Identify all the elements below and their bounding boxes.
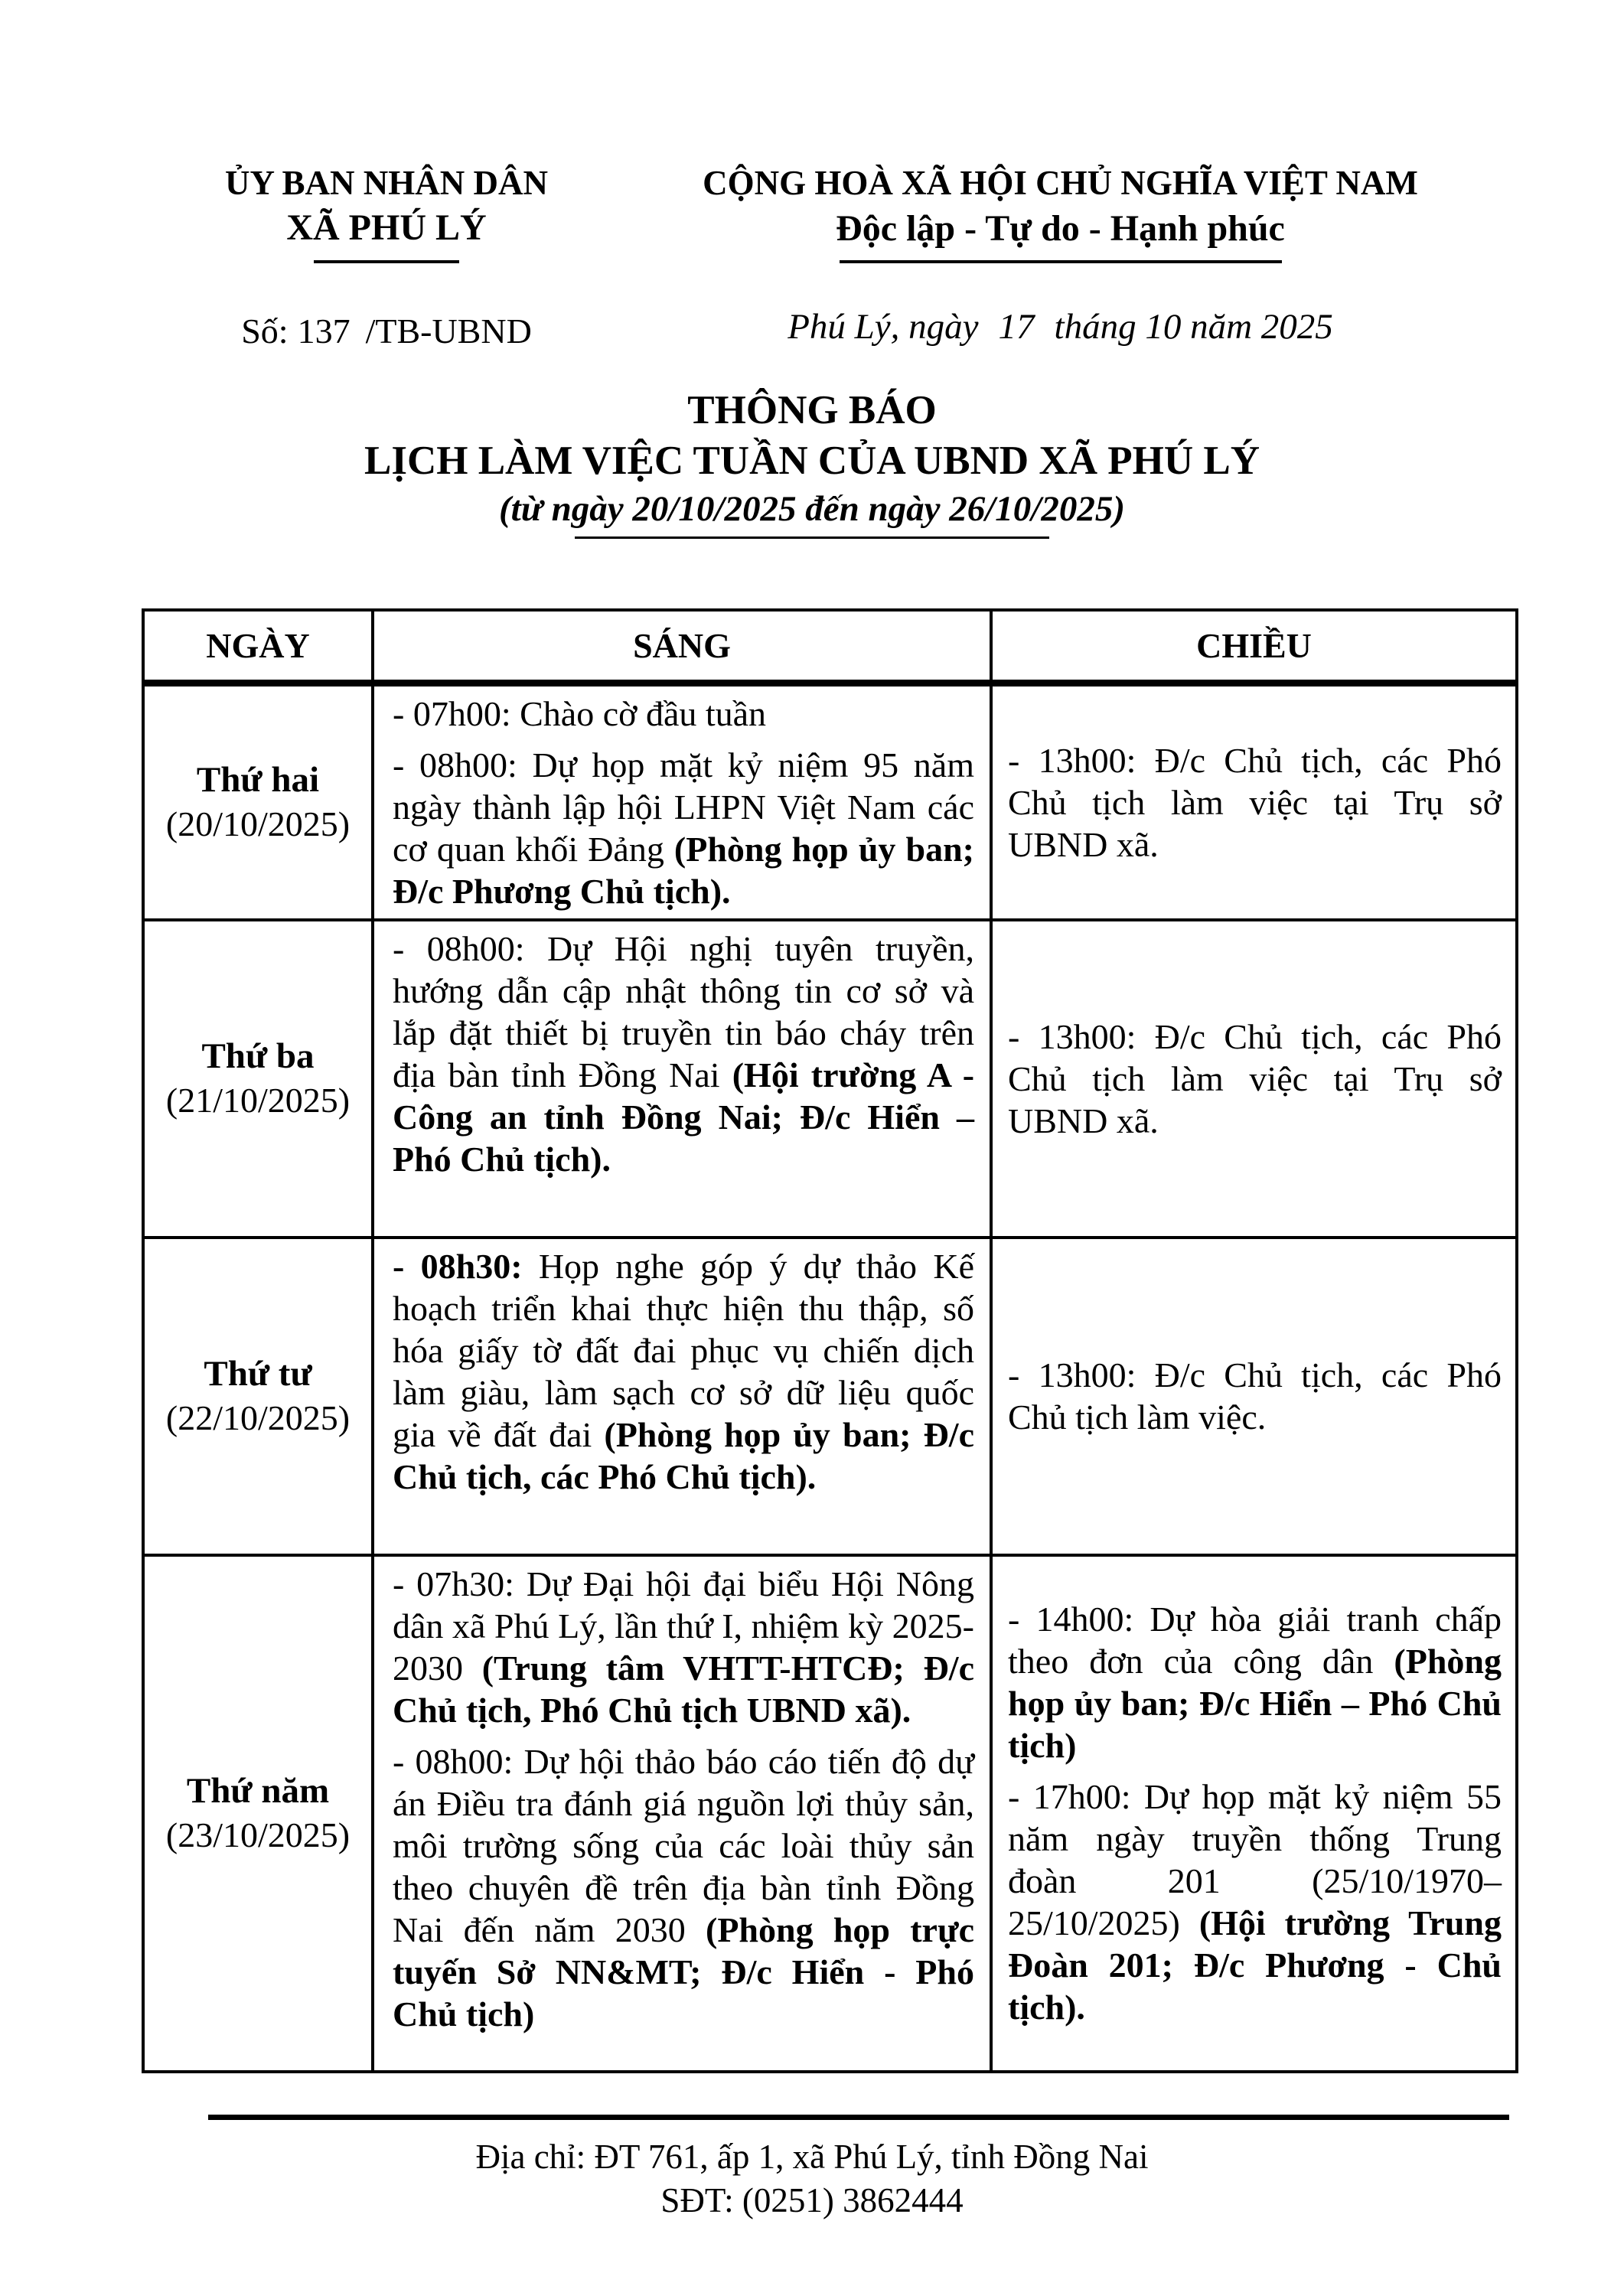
day-name: Thứ tư — [204, 1354, 312, 1394]
day-date: (21/10/2025) — [165, 1081, 351, 1120]
table-row — [143, 920, 1517, 1238]
schedule-item — [393, 693, 974, 735]
column-header-morning: SÁNG — [373, 610, 991, 683]
day-cell — [143, 920, 373, 1238]
org-parent-name: ỦY BAN NHÂN DÂN — [224, 164, 549, 202]
schedule-item — [1008, 1598, 1502, 1766]
document-number — [122, 311, 651, 351]
column-header-day: NGÀY — [143, 610, 373, 683]
day-date: (22/10/2025) — [165, 1398, 351, 1437]
afternoon-cell — [991, 920, 1517, 1238]
motto-underline — [840, 260, 1282, 263]
schedule-item — [393, 744, 974, 912]
schedule-item-text: - 13h00: Đ/c Chủ tịch, các Phó Chủ tịch làm việc. — [1008, 1355, 1502, 1437]
schedule-item — [1008, 739, 1502, 866]
table-row — [143, 683, 1517, 920]
schedule-item-text: - 08h00: Dự hội thảo báo cáo tiến độ dự án Điều tra đánh giá nguồn lợi thủy sản, môi trường sống của các loài thủy sản theo chuyên đề trên địa bàn tỉnh Đồng Nai đến năm 2030 — [393, 1741, 974, 1949]
schedule-item — [1008, 1354, 1502, 1438]
afternoon-cell — [991, 1238, 1517, 1555]
column-header-afternoon: CHIỀU — [991, 610, 1517, 683]
document-number-label: Số: — [241, 311, 289, 351]
schedule-item-text: Họp nghe góp ý dự thảo Kế hoạch triển khai thực hiện thu thập, số hóa giấy tờ đất đai phục vụ chiến dịch làm giàu, làm sạch cơ sở dữ liệu quốc gia về đất đai — [393, 1246, 974, 1454]
morning-cell — [373, 683, 991, 920]
table-header-row — [143, 610, 1517, 683]
day-date: (23/10/2025) — [165, 1815, 351, 1854]
day-cell — [143, 1238, 373, 1555]
schedule-item-bold-text: (Hội trường A - Công an tỉnh Đồng Nai; Đ/c Hiển – Phó Chủ tịch). — [393, 1055, 975, 1179]
document-type-title: THÔNG BÁO — [687, 388, 937, 432]
schedule-item — [393, 928, 974, 1180]
day-cell — [143, 1555, 373, 2072]
day-date: (20/10/2025) — [165, 804, 351, 843]
schedule-item-text: - 07h30: Dự Đại hội đại biểu Hội Nông dân xã Phú Lý, lần thứ I, nhiệm kỳ 2025-2030 — [393, 1564, 974, 1688]
national-motto-block — [657, 161, 1464, 347]
date-range-subtitle: (từ ngày 20/10/2025 đến ngày 26/10/2025) — [498, 489, 1125, 529]
footer-divider — [208, 2115, 1509, 2120]
schedule-item-text: - 08h00: Dự họp mặt kỷ niệm 95 năm ngày thành lập hội LHPN Việt Nam các cơ quan khối Đảng — [393, 745, 974, 869]
schedule-table-body — [143, 683, 1517, 2072]
national-motto: Độc lập - Tự do - Hạnh phúc — [836, 208, 1285, 249]
schedule-item-bold-text: (Trung tâm VHTT-HTCĐ; Đ/c Chủ tịch, Phó Chủ tịch UBND xã). — [393, 1648, 974, 1730]
afternoon-cell — [991, 683, 1517, 920]
schedule-item — [1008, 1776, 1502, 2028]
day-cell — [143, 683, 373, 920]
document-number-value: 137 — [297, 311, 351, 351]
morning-cell — [373, 1238, 991, 1555]
weekly-schedule-table — [142, 608, 1518, 2073]
schedule-item-text: - 13h00: Đ/c Chủ tịch, các Phó Chủ tịch làm việc tại Trụ sở UBND xã. — [1008, 1016, 1502, 1140]
table-row — [143, 1555, 1517, 2072]
schedule-item-bold-text: - 08h30: — [393, 1246, 539, 1286]
org-name-underline — [314, 260, 459, 263]
country-name: CỘNG HOÀ XÃ HỘI CHỦ NGHĨA VIỆT NAM — [703, 164, 1418, 202]
schedule-item-bold-text: (Phòng họp ủy ban; Đ/c Phương Chủ tịch). — [393, 829, 974, 911]
schedule-item — [393, 1563, 974, 1731]
schedule-item-text: - 13h00: Đ/c Chủ tịch, các Phó Chủ tịch làm việc tại Trụ sở UBND xã. — [1008, 740, 1502, 864]
morning-cell — [373, 1555, 991, 2072]
day-name: Thứ năm — [186, 1771, 330, 1811]
place-and-date — [657, 306, 1464, 347]
schedule-item-bold-text: (Phòng họp trực tuyến Sở NN&MT; Đ/c Hiển - Phó Chủ tịch) — [393, 1910, 974, 2033]
schedule-item-bold-text: (Phòng họp ủy ban; Đ/c Chủ tịch, các Phó Chủ tịch). — [393, 1414, 974, 1496]
footer-phone: SĐT: (0251) 3862444 — [660, 2181, 964, 2219]
title-underline — [575, 536, 1049, 539]
page-title: LỊCH LÀM VIỆC TUẦN CỦA UBND XÃ PHÚ LÝ — [364, 439, 1260, 483]
morning-cell — [373, 920, 991, 1238]
table-row — [143, 1238, 1517, 1555]
schedule-item-text: - 07h00: Chào cờ đầu tuần — [393, 693, 767, 733]
issuing-authority-block — [122, 161, 651, 351]
schedule-item-text: - 08h00: Dự Hội nghị tuyên truyền, hướng dẫn cập nhật thông tin cơ sở và lắp đặt thiết bị truyền tin báo cháy trên địa bàn tỉnh Đồng Nai — [393, 928, 974, 1094]
schedule-item — [393, 1740, 974, 2035]
afternoon-cell — [991, 1555, 1517, 2072]
schedule-item — [1008, 1016, 1502, 1142]
schedule-item-bold-text: (Phòng họp ủy ban; Đ/c Hiển – Phó Chủ tịch) — [1008, 1642, 1502, 1765]
schedule-item — [393, 1245, 974, 1498]
document-number-suffix: /TB-UBND — [365, 311, 532, 351]
day-name: Thứ ba — [201, 1036, 315, 1076]
place-date-suffix: tháng 10 năm 2025 — [1054, 307, 1333, 347]
place-date-prefix: Phú Lý, ngày — [788, 307, 979, 347]
document-title-block — [0, 385, 1624, 539]
day-name: Thứ hai — [196, 760, 320, 800]
schedule-item-text: - 17h00: Dự họp mặt kỷ niệm 55 năm ngày truyền thống Trung đoàn 201 (25/10/1970–25/10/2025) — [1008, 1777, 1502, 1942]
org-name: XÃ PHÚ LÝ — [286, 207, 487, 248]
footer-address: Địa chỉ: ĐT 761, ấp 1, xã Phú Lý, tỉnh Đồng Nai — [475, 2138, 1149, 2176]
footer-block — [0, 2135, 1624, 2223]
schedule-item-text: - 14h00: Dự hòa giải tranh chấp theo đơn của công dân — [1008, 1600, 1502, 1681]
schedule-item-bold-text: (Hội trường Trung Đoàn 201; Đ/c Phương - Chủ tịch). — [1008, 1903, 1502, 2027]
place-date-day: 17 — [998, 307, 1035, 347]
